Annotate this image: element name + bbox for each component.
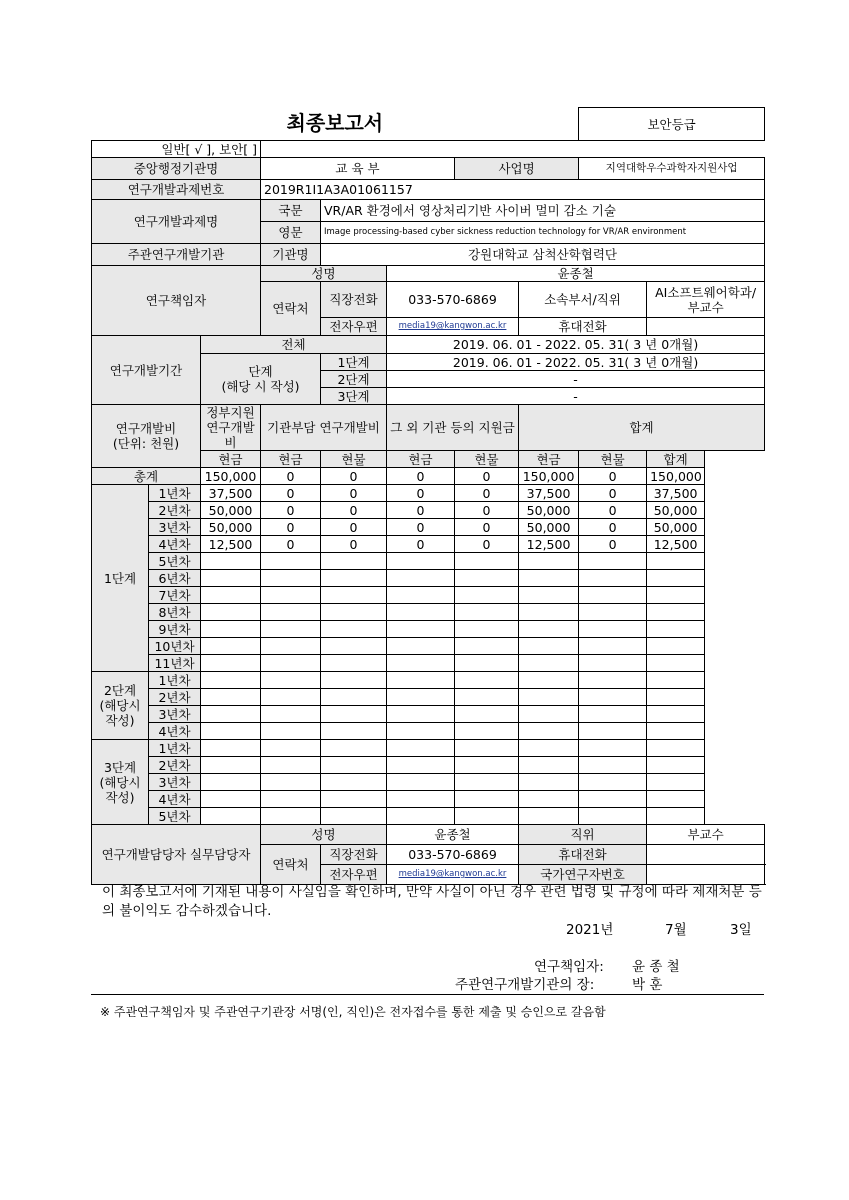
budget-cell: 0 (321, 519, 387, 536)
other-fund-header: 그 외 기관 등의 지원금 (387, 405, 519, 451)
period-stage1-label: 1단계 (321, 354, 387, 371)
mgr-email[interactable]: media19@kangwon.ac.kr (387, 865, 519, 885)
budget-cell (387, 808, 455, 825)
budget-cell (455, 672, 519, 689)
budget-cell (519, 655, 579, 672)
budget-cell: 0 (579, 485, 647, 502)
budget-cell (387, 791, 455, 808)
budget-cell (455, 553, 519, 570)
budget-cell (455, 791, 519, 808)
budget-cell (455, 604, 519, 621)
budget-cell (579, 689, 647, 706)
budget-cell (261, 740, 321, 757)
budget-cell (321, 621, 387, 638)
budget-cell: 0 (321, 485, 387, 502)
budget-cell (647, 740, 705, 757)
year-label: 2년차 (149, 757, 201, 774)
budget-cell (455, 706, 519, 723)
budget-cell (579, 774, 647, 791)
budget-cell (261, 621, 321, 638)
budget-cell (647, 808, 705, 825)
budget-cell (387, 706, 455, 723)
budget-label: 연구개발비 (단위: 천원) (92, 405, 201, 468)
budget-cell (201, 621, 261, 638)
mgr-email-label: 전자우편 (321, 865, 387, 885)
pi-dept-label: 소속부서/직위 (519, 282, 647, 318)
table-row (92, 536, 765, 553)
period-stage-label: 단계 (해당 시 작성) (201, 354, 321, 405)
report-form (91, 107, 764, 885)
pi-phone-label: 직장전화 (321, 282, 387, 318)
year-label: 10년차 (149, 638, 201, 655)
korean-label: 국문 (261, 200, 321, 222)
budget-cell (647, 774, 705, 791)
budget-cell (455, 757, 519, 774)
period-stage2-label: 2단계 (321, 371, 387, 388)
business-label: 사업명 (455, 158, 579, 180)
pi-sign-label: 연구책임자: (534, 959, 604, 975)
budget-cell (321, 587, 387, 604)
budget-cell (455, 638, 519, 655)
budget-cell: 0 (261, 485, 321, 502)
budget-cell: 0 (455, 485, 519, 502)
budget-cell (201, 604, 261, 621)
budget-cell (201, 757, 261, 774)
year-label: 3년차 (149, 519, 201, 536)
budget-cell (321, 808, 387, 825)
budget-cell (647, 553, 705, 570)
org-name-label: 기관명 (261, 244, 321, 266)
english-task-name: Image processing-based cyber sickness reduction technology for VR/AR environment (321, 222, 765, 244)
budget-cell (579, 740, 647, 757)
budget-cell (201, 655, 261, 672)
stage2-label: 2단계 (해당시 작성) (92, 672, 149, 740)
total-cell: 0 (387, 468, 455, 485)
budget-cell: 12,500 (519, 536, 579, 553)
mgr-national (647, 865, 765, 885)
budget-cell (387, 638, 455, 655)
stage3-label: 3단계 (해당시 작성) (92, 740, 149, 825)
budget-cell (321, 672, 387, 689)
inst-kind-header: 현물 (321, 451, 387, 468)
org-label: 주관연구개발기관 (92, 244, 261, 266)
year-label: 4년차 (149, 723, 201, 740)
total-cell: 0 (261, 468, 321, 485)
other-kind-header: 현물 (455, 451, 519, 468)
budget-cell: 50,000 (519, 519, 579, 536)
budget-cell (647, 604, 705, 621)
budget-cell: 50,000 (647, 519, 705, 536)
task-number-value: 2019R1I1A3A01061157 (261, 180, 765, 200)
budget-cell (647, 791, 705, 808)
budget-cell (387, 723, 455, 740)
head-sign-name: 박 훈 (632, 977, 663, 993)
budget-cell (455, 808, 519, 825)
budget-cell (261, 723, 321, 740)
budget-cell (647, 655, 705, 672)
budget-cell: 0 (387, 536, 455, 553)
budget-cell: 0 (455, 536, 519, 553)
budget-cell (261, 689, 321, 706)
budget-cell (647, 587, 705, 604)
table-row (92, 706, 765, 723)
year-label: 4년차 (149, 791, 201, 808)
budget-cell (387, 553, 455, 570)
period-total-label: 전체 (201, 336, 387, 354)
period-stage2: - (387, 371, 765, 388)
mgr-contact-label: 연락처 (261, 845, 321, 885)
sum-kind-header: 현물 (579, 451, 647, 468)
budget-cell: 37,500 (647, 485, 705, 502)
total-cell: 150,000 (647, 468, 705, 485)
total-cell: 150,000 (201, 468, 261, 485)
table-row (92, 740, 765, 757)
budget-cell (519, 672, 579, 689)
budget-cell (519, 808, 579, 825)
period-total: 2019. 06. 01 - 2022. 05. 31( 3 년 0개월) (387, 336, 765, 354)
year-label: 5년차 (149, 553, 201, 570)
pi-phone: 033-570-6869 (387, 282, 519, 318)
pledge-text: 이 최종보고서에 기재된 내용이 사실임을 확인하며, 만약 사실이 아닌 경우 관련 법령 및 규정에 따라 제재처분 등의 불이익도 감수하겠습니다. (102, 884, 762, 919)
budget-cell (321, 570, 387, 587)
pi-email-label: 전자우편 (321, 318, 387, 336)
total-label: 총계 (92, 468, 201, 485)
pi-email[interactable]: media19@kangwon.ac.kr (387, 318, 519, 336)
table-row (92, 791, 765, 808)
budget-cell: 50,000 (519, 502, 579, 519)
budget-cell (647, 689, 705, 706)
budget-cell (387, 621, 455, 638)
table-row (92, 808, 765, 825)
table-row (92, 519, 765, 536)
budget-cell (519, 791, 579, 808)
budget-cell: 0 (261, 519, 321, 536)
business-value: 지역대학우수과학자지원사업 (579, 158, 765, 180)
budget-cell (519, 757, 579, 774)
budget-cell (261, 655, 321, 672)
other-cash-header: 현금 (387, 451, 455, 468)
table-row (92, 655, 765, 672)
budget-cell (519, 553, 579, 570)
total-cell: 0 (579, 468, 647, 485)
date-year: 2021년 (566, 922, 614, 938)
budget-cell (519, 621, 579, 638)
gov-fund-header: 정부지원 연구개발비 (201, 405, 261, 451)
table-row (92, 587, 765, 604)
budget-cell (647, 621, 705, 638)
inst-cash-header: 현금 (261, 451, 321, 468)
budget-cell (455, 587, 519, 604)
budget-cell: 50,000 (647, 502, 705, 519)
table-row (92, 604, 765, 621)
budget-cell (261, 791, 321, 808)
budget-cell (387, 604, 455, 621)
mgr-pos: 부교수 (647, 825, 765, 845)
budget-cell (579, 791, 647, 808)
budget-cell (201, 774, 261, 791)
budget-cell (321, 706, 387, 723)
english-label: 영문 (261, 222, 321, 244)
budget-cell (387, 689, 455, 706)
budget-cell (321, 689, 387, 706)
mgr-mobile (647, 845, 765, 865)
table-row (92, 757, 765, 774)
period-label: 연구개발기간 (92, 336, 201, 405)
budget-cell (455, 570, 519, 587)
pi-dept: AI소프트웨어학과/부교수 (647, 282, 765, 318)
mgr-national-label: 국가연구자번호 (519, 865, 647, 885)
sum-total-header: 합계 (647, 451, 705, 468)
budget-cell (201, 689, 261, 706)
budget-cell (519, 723, 579, 740)
pi-name-label: 성명 (261, 266, 387, 282)
date-day: 3일 (730, 922, 752, 938)
budget-cell (321, 774, 387, 791)
budget-cell (455, 655, 519, 672)
gov-cash-header: 현금 (201, 451, 261, 468)
budget-cell (647, 757, 705, 774)
mgr-mobile-label: 휴대전화 (519, 845, 647, 865)
budget-cell (387, 757, 455, 774)
budget-cell (201, 706, 261, 723)
budget-cell: 0 (321, 502, 387, 519)
mgr-name: 윤종철 (387, 825, 519, 845)
inst-fund-header: 기관부담 연구개발비 (261, 405, 387, 451)
budget-cell: 0 (321, 536, 387, 553)
mgr-name-label: 성명 (261, 825, 387, 845)
budget-cell (579, 757, 647, 774)
agency-value: 교 육 부 (261, 158, 455, 180)
budget-cell: 0 (261, 502, 321, 519)
security-label: 보안등급 (579, 108, 765, 141)
budget-cell (519, 570, 579, 587)
footnote: ※ 주관연구책임자 및 주관연구기관장 서명(인, 직인)은 전자접수를 통한 제출 및 승인으로 갈음함 (100, 1005, 606, 1019)
budget-cell (321, 740, 387, 757)
budget-cell (387, 774, 455, 791)
year-label: 5년차 (149, 808, 201, 825)
budget-cell: 37,500 (201, 485, 261, 502)
budget-cell (201, 791, 261, 808)
budget-cell (321, 638, 387, 655)
budget-cell: 0 (455, 519, 519, 536)
budget-cell: 0 (387, 519, 455, 536)
budget-cell (261, 638, 321, 655)
manager-label: 연구개발담당자 실무담당자 (92, 825, 261, 885)
mgr-phone: 033-570-6869 (387, 845, 519, 865)
budget-cell (519, 774, 579, 791)
table-row (92, 689, 765, 706)
budget-cell (321, 655, 387, 672)
budget-cell (579, 553, 647, 570)
year-label: 7년차 (149, 587, 201, 604)
budget-cell (519, 740, 579, 757)
korean-task-name: VR/AR 환경에서 영상처리기반 사이버 멀미 감소 기술 (321, 200, 765, 222)
table-row (92, 570, 765, 587)
budget-cell (321, 791, 387, 808)
agency-label: 중앙행정기관명 (92, 158, 261, 180)
budget-cell (387, 570, 455, 587)
year-label: 2년차 (149, 502, 201, 519)
period-stage3: - (387, 388, 765, 405)
year-label: 3년차 (149, 774, 201, 791)
budget-cell (201, 587, 261, 604)
year-label: 8년차 (149, 604, 201, 621)
budget-cell (387, 672, 455, 689)
budget-cell: 0 (387, 502, 455, 519)
table-row (92, 485, 765, 502)
task-name-label: 연구개발과제명 (92, 200, 261, 244)
budget-cell: 50,000 (201, 519, 261, 536)
document-title: 최종보고서 (92, 108, 579, 141)
budget-cell (261, 757, 321, 774)
year-label: 1년차 (149, 672, 201, 689)
year-label: 3년차 (149, 706, 201, 723)
budget-cell (579, 655, 647, 672)
table-row (92, 621, 765, 638)
total-cell: 0 (321, 468, 387, 485)
budget-cell (519, 604, 579, 621)
year-label: 9년차 (149, 621, 201, 638)
budget-cell (321, 604, 387, 621)
budget-cell (455, 723, 519, 740)
date-month: 7월 (665, 922, 687, 938)
head-sign-label: 주관연구개발기관의 장: (455, 977, 595, 993)
budget-cell (261, 604, 321, 621)
budget-cell (579, 587, 647, 604)
budget-cell (201, 723, 261, 740)
budget-cell (519, 706, 579, 723)
budget-cell (519, 638, 579, 655)
budget-cell (387, 740, 455, 757)
budget-cell (647, 638, 705, 655)
budget-cell (579, 604, 647, 621)
org-name: 강원대학교 삼척산학협력단 (321, 244, 765, 266)
budget-cell: 0 (455, 502, 519, 519)
total-cell: 150,000 (519, 468, 579, 485)
budget-cell (579, 621, 647, 638)
year-label: 4년차 (149, 536, 201, 553)
pi-label: 연구책임자 (92, 266, 261, 336)
divider (91, 994, 764, 995)
year-label: 6년차 (149, 570, 201, 587)
period-stage1: 2019. 06. 01 - 2022. 05. 31( 3 년 0개월) (387, 354, 765, 371)
budget-cell (455, 689, 519, 706)
budget-cell (387, 655, 455, 672)
budget-cell (201, 808, 261, 825)
budget-cell (201, 553, 261, 570)
table-row (92, 502, 765, 519)
year-label: 1년차 (149, 485, 201, 502)
budget-cell: 50,000 (201, 502, 261, 519)
budget-cell (261, 706, 321, 723)
pi-mobile (647, 318, 765, 336)
budget-cell (201, 740, 261, 757)
mgr-phone-label: 직장전화 (321, 845, 387, 865)
pi-name: 윤종철 (387, 266, 765, 282)
budget-cell (201, 672, 261, 689)
budget-cell: 0 (579, 519, 647, 536)
budget-cell (647, 672, 705, 689)
budget-cell: 0 (579, 502, 647, 519)
budget-cell (261, 808, 321, 825)
pi-sign-name: 윤 종 철 (632, 959, 680, 975)
sum-header: 합계 (519, 405, 765, 451)
table-row (92, 672, 765, 689)
budget-cell (321, 757, 387, 774)
budget-cell (579, 723, 647, 740)
budget-cell (579, 808, 647, 825)
budget-cell (579, 672, 647, 689)
budget-cell (261, 672, 321, 689)
budget-cell (519, 587, 579, 604)
total-cell: 0 (455, 468, 519, 485)
sum-cash-header: 현금 (519, 451, 579, 468)
budget-cell: 12,500 (201, 536, 261, 553)
budget-cell: 0 (387, 485, 455, 502)
pi-contact-label: 연락처 (261, 282, 321, 336)
budget-cell: 0 (261, 536, 321, 553)
period-stage3-label: 3단계 (321, 388, 387, 405)
budget-cell: 37,500 (519, 485, 579, 502)
budget-cell (261, 570, 321, 587)
budget-cell (519, 689, 579, 706)
budget-cell: 12,500 (647, 536, 705, 553)
mgr-pos-label: 직위 (519, 825, 647, 845)
budget-cell (647, 706, 705, 723)
budget-cell (261, 587, 321, 604)
budget-cell (201, 638, 261, 655)
stage1-label: 1단계 (92, 485, 149, 672)
budget-cell (579, 638, 647, 655)
table-row (92, 723, 765, 740)
budget-cell (579, 706, 647, 723)
year-label: 1년차 (149, 740, 201, 757)
year-label: 11년차 (149, 655, 201, 672)
budget-cell: 0 (579, 536, 647, 553)
year-label: 2년차 (149, 689, 201, 706)
table-row (92, 638, 765, 655)
task-number-label: 연구개발과제번호 (92, 180, 261, 200)
budget-cell (321, 723, 387, 740)
budget-cell (647, 570, 705, 587)
budget-cell (579, 570, 647, 587)
budget-cell (261, 774, 321, 791)
security-value: 일반[ √ ], 보안[ ] (92, 141, 261, 158)
table-row (92, 774, 765, 791)
budget-cell (387, 587, 455, 604)
budget-cell (647, 723, 705, 740)
budget-cell (455, 740, 519, 757)
budget-cell (321, 553, 387, 570)
budget-cell (201, 570, 261, 587)
table-row (92, 553, 765, 570)
pi-mobile-label: 휴대전화 (519, 318, 647, 336)
budget-cell (455, 774, 519, 791)
budget-cell (261, 553, 321, 570)
budget-cell (455, 621, 519, 638)
